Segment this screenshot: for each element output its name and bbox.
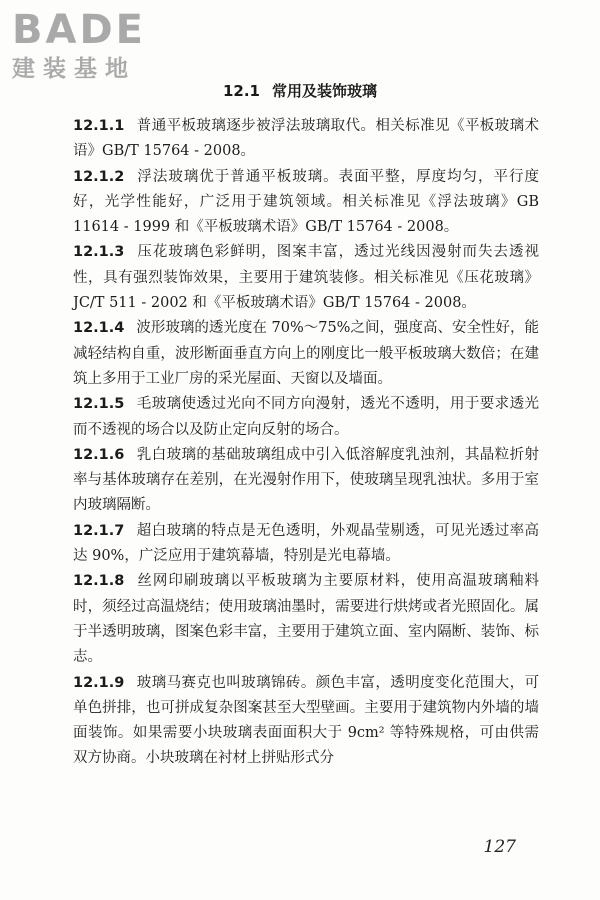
paragraph-12-1-9: [73, 671, 539, 772]
clause-number: 12.1.9: [73, 674, 125, 691]
body-text: [73, 114, 539, 772]
paragraph-text: 压花玻璃色彩鲜明，图案丰富，透过光线因漫射而失去透视性，具有强烈装饰效果，主要用于建筑装修。相关标准见《压花玻璃》JC/T 511 - 2002 和《平板玻璃术语》GB/T 15764 - 2008。: [73, 244, 539, 312]
paragraph-12-1-7: [73, 519, 539, 570]
paragraph-text: 波形玻璃的透光度在 70%～75%之间，强度高、安全性好，能减轻结构自重，波形断面垂直方向上的刚度比一般平板玻璃大数倍；在建筑上多用于工业厂房的采光屋面、天窗以及墙面。: [73, 320, 539, 387]
clause-number: 12.1.8: [73, 573, 125, 590]
clause-number: 12.1.6: [73, 446, 125, 463]
logo-subtitle: 建装基地: [12, 56, 136, 82]
paragraph-12-1-6: [73, 443, 539, 519]
paragraph-12-1-3: [73, 240, 539, 316]
clause-number: 12.1.7: [73, 522, 125, 539]
section-heading: [0, 80, 600, 101]
paragraph-text: 玻璃马赛克也叫玻璃锦砖。颜色丰富，透明度变化范围大，可单色拼排，也可拼成复杂图案甚至大型壁画。主要用于建筑物内外墙的墙面装饰。如果需要小块玻璃表面面积大于 9cm² 等特殊规格，可由供需双方协商。小块玻璃在衬材上拼贴形式分: [73, 674, 539, 767]
paragraph-12-1-5: [73, 392, 539, 443]
paragraph-text: 普通平板玻璃逐步被浮法玻璃取代。相关标准见《平板玻璃术语》GB/T 15764 - 2008。: [73, 118, 539, 160]
page-number: 127: [483, 837, 516, 857]
clause-number: 12.1.2: [73, 168, 125, 185]
paragraph-12-1-4: [73, 316, 539, 392]
section-number: 12.1: [222, 82, 260, 100]
clause-number: 12.1.3: [73, 244, 125, 261]
clause-number: 12.1.1: [73, 118, 125, 134]
paragraph-12-1-2: [73, 165, 539, 241]
paragraph-text: 毛玻璃使透过光向不同方向漫射，透光不透明，用于要求透光而不透视的场合以及防止定向反射的场合。: [73, 396, 539, 438]
logo-wordmark: BADE: [12, 7, 146, 53]
paragraph-12-1-8: [73, 569, 539, 670]
clause-number: 12.1.4: [73, 320, 125, 337]
paragraph-text: 丝网印刷玻璃以平板玻璃为主要原材料，使用高温玻璃釉料时，须经过高温烧结；使用玻璃油墨时，需要进行烘烤或者光照固化。属于半透明玻璃，图案色彩丰富，主要用于建筑立面、室内隔断、装饰、标志。: [73, 573, 539, 666]
clause-number: 12.1.5: [73, 396, 125, 413]
paragraph-text: 浮法玻璃优于普通平板玻璃。表面平整，厚度均匀，平行度好，光学性能好，广泛用于建筑领域。相关标准见《浮法玻璃》GB 11614 - 1999 和《平板玻璃术语》GB/T 15764 - 2008。: [73, 168, 539, 236]
section-title-text: 常用及装饰玻璃: [272, 82, 378, 100]
paragraph-text: 乳白玻璃的基础玻璃组成中引入低溶解度乳浊剂，其晶粒折射率与基体玻璃存在差别，在光漫射作用下，使玻璃呈现乳浊状。多用于室内玻璃隔断。: [73, 446, 539, 514]
paragraph-12-1-1: [73, 114, 539, 165]
paragraph-text: 超白玻璃的特点是无色透明，外观晶莹剔透，可见光透过率高达 90%，广泛应用于建筑幕墙，特别是光电幕墙。: [73, 522, 539, 565]
